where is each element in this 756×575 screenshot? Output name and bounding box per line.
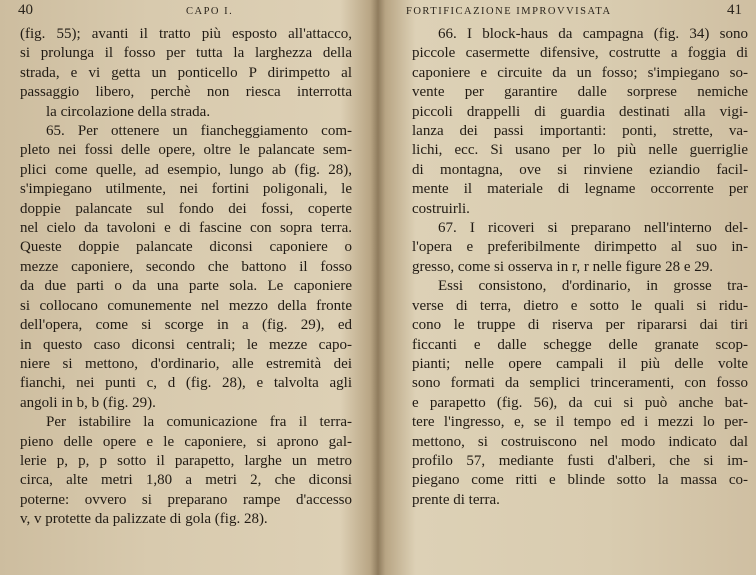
text-line: pianti; nelle opere campali il più delle volte — [412, 355, 748, 372]
text-line: verse di terra, dietro e sotto le quali si ridu- — [412, 297, 748, 314]
text-line: Essi consistono, d'ordinario, in grosse tra- — [438, 278, 748, 295]
text-line: gresso, come si osserva in r, r nelle figure 28 e 29. — [412, 258, 713, 275]
text-line: circa, alte metri 1,80 a metri 2, che diconsi — [20, 472, 352, 489]
text-line: poterne: ovvero si preparano rampe d'accesso — [20, 491, 352, 508]
text-line: lanza dei passi importanti: ponti, strette, va- — [412, 123, 748, 140]
text-line: niere si mettono, d'ordinario, alle estremità dei — [20, 355, 352, 372]
text-line: cono le truppe di riserva per ripararsi dai tiri — [412, 317, 748, 334]
text-line: piccole casermette difensive, costrutte a foggia di — [412, 45, 748, 62]
text-line: in questo caso diconsi centrali; le mezze capo- — [20, 336, 352, 353]
text-line: mente il materiale di legname occorrente per — [412, 181, 748, 198]
text-line: plici come quelle, ad esempio, lungo ab (fig. 28), — [20, 161, 352, 178]
text-line: caponiere e circuite da un fosso; s'impiegano so- — [412, 64, 748, 81]
text-line: doppie palancate sul fondo dei fossi, coperte — [20, 200, 352, 217]
text-line: strada, e vi getta un ponticello P dirimpetto al — [20, 64, 352, 81]
text-line: angoli in b, b (fig. 29). — [20, 394, 156, 411]
text-line: vente per garantire dalle sorprese nemiche — [412, 84, 748, 101]
text-line: l'opera e preferibilmente dirimpetto al suo in- — [412, 239, 748, 256]
text-line: di montagna, ove si rinviene eziandio facil- — [412, 161, 748, 178]
text-line: sono formati da semplici trinceramenti, con fosso — [412, 375, 748, 392]
text-line: Queste doppie palancate diconsi caponiere o — [20, 239, 352, 256]
text-line: 67. I ricoveri si preparano nell'interno del- — [438, 220, 748, 237]
text-line: ficcanti e dalle schegge delle granate scop- — [412, 336, 748, 353]
left-page-header — [8, 0, 352, 22]
text-line: la circolazione della strada. — [46, 103, 211, 120]
text-line: pieno delle opere e le caponiere, si aprono gal- — [20, 433, 352, 450]
running-head: FORTIFICAZIONE IMPROVVISATA — [406, 6, 612, 17]
text-line: mezze caponiere, secondo che battono il fosso — [20, 258, 352, 275]
text-line: tere l'ingresso, e, se il tempo ed i mezzi lo per- — [412, 414, 748, 431]
text-line: costruirli. — [412, 200, 470, 217]
text-line: 65. Per ottenere un fiancheggiamento com- — [46, 123, 352, 140]
text-line: piegano come ritti e blinde sotto la massa co- — [412, 472, 748, 489]
text-line: lichi, ecc. Si usano per lo più nelle guerriglie — [412, 142, 748, 159]
right-page-header — [400, 0, 748, 22]
text-line: da due parti o da una parte sola. Le caponiere — [20, 278, 352, 295]
right-page — [386, 0, 756, 575]
text-line: pleto nei fossi delle opere, oltre le palancate sem- — [20, 142, 352, 159]
page-number: 40 — [18, 2, 33, 18]
text-line: (fig. 55); avanti il tratto più esposto all'attacco, — [20, 26, 352, 42]
page-number: 41 — [727, 2, 742, 18]
text-line: fianchi, nei punti c, d (fig. 28), e talvolta agli — [20, 375, 352, 392]
left-page-body — [8, 22, 352, 530]
right-page-body — [400, 22, 748, 510]
left-page — [0, 0, 370, 575]
text-line: Per istabilire la comunicazione fra il terra- — [46, 414, 352, 431]
text-line: 66. I block-haus da campagna (fig. 34) sono — [438, 26, 748, 42]
text-line: nel cielo da tavoloni e di fascine con sopra terra. — [20, 220, 352, 237]
text-line: lerie p, p, p sotto il parapetto, larghe un metro — [20, 452, 352, 469]
text-line: passaggio libero, perchè non riesca interrotta — [20, 84, 352, 101]
text-line: profilo 57, mediante fusti d'alberi, che si im- — [412, 452, 748, 469]
text-line: piccoli drappelli di guardia destinati alla vigi- — [412, 103, 748, 120]
text-line: mettono, si costruiscono nel modo indicato dal — [412, 433, 748, 450]
text-line: v, v protette da palizzate di gola (fig. 28). — [20, 511, 268, 528]
text-line: si prolunga il fosso per tutta la larghezza della — [20, 45, 352, 62]
text-line: prente di terra. — [412, 491, 500, 508]
running-head: CAPO I. — [186, 6, 234, 17]
text-line: si collocano comunemente nel mezzo della fronte — [20, 297, 352, 314]
text-line: dell'opera, come si scorge in a (fig. 29), ed — [20, 317, 352, 334]
text-line: s'impiegano utilmente, nei fortini poligonali, le — [20, 181, 352, 198]
text-line: e parapetto (fig. 56), da cui si può anche bat- — [412, 394, 748, 411]
